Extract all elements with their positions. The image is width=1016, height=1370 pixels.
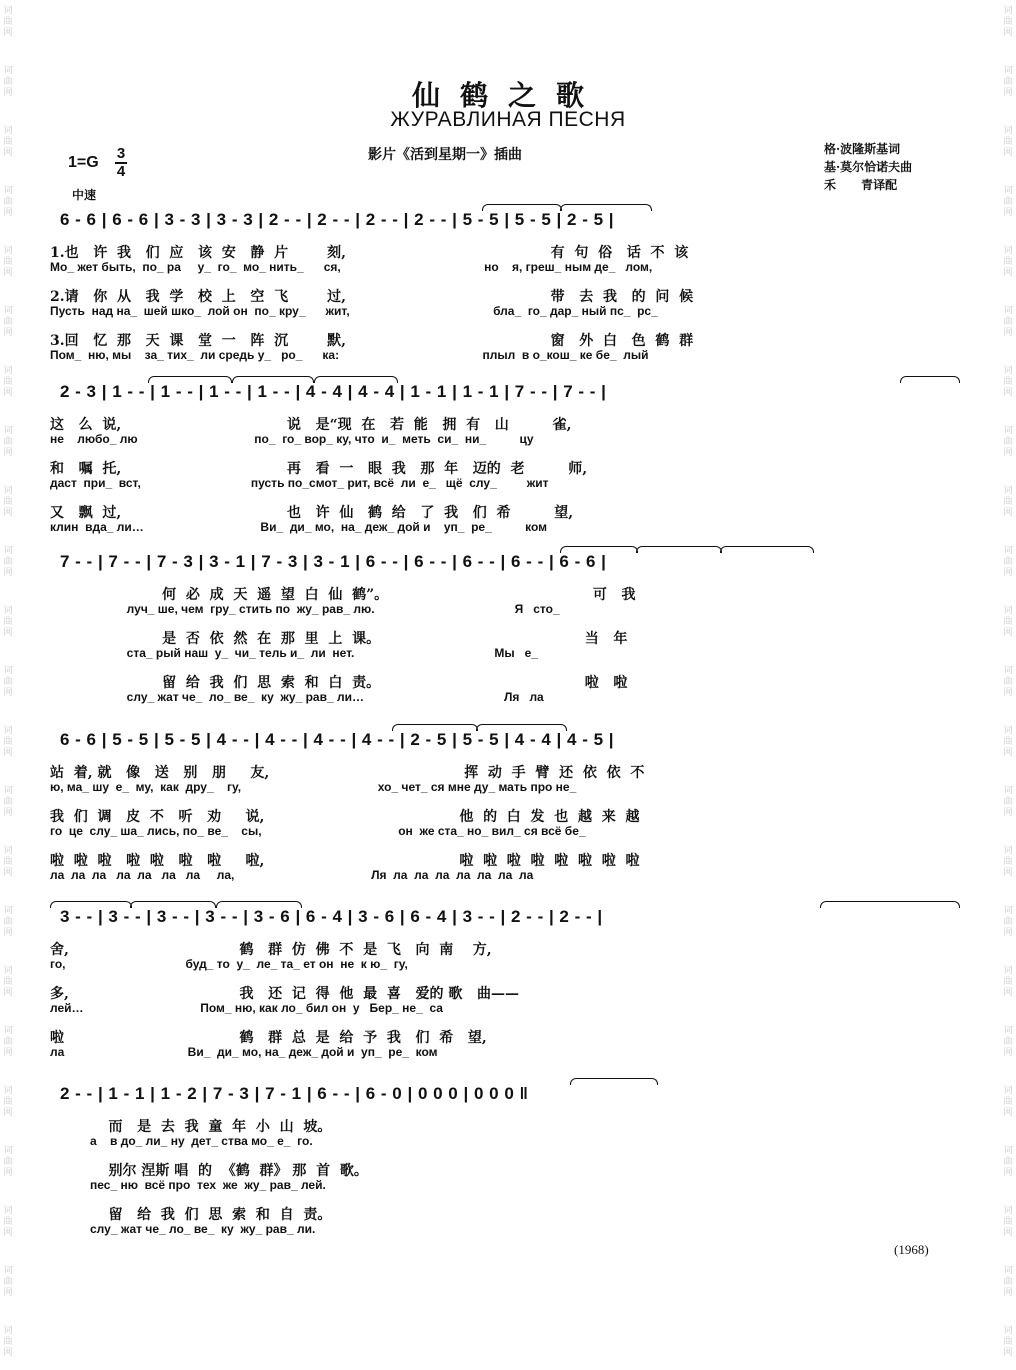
watermark-label: 词曲网 bbox=[3, 126, 13, 158]
tie-slur bbox=[232, 376, 314, 383]
watermark-label: 词曲网 bbox=[3, 6, 13, 38]
lyric-line-russian: Пом_ ню, мы за_ тих_ ли средь у_ ро_ ка: плыл в о_кош_ ке бе_ лый bbox=[50, 348, 649, 362]
watermark-label: 词曲网 bbox=[1003, 1326, 1013, 1358]
watermark-label: 词曲网 bbox=[3, 546, 13, 578]
credit-lyricist: 格·波隆斯基词 bbox=[824, 142, 901, 156]
watermark-label: 词曲网 bbox=[1003, 66, 1013, 98]
tie-slur bbox=[476, 724, 567, 731]
lyric-line-russian: го, буд_ то у_ ле_ та_ ет он не к ю_ гу, bbox=[50, 957, 408, 971]
lyric-line-russian: слу_ жат че_ ло_ ве_ ку жу_ рав_ ли… Ля ла bbox=[50, 690, 544, 704]
lyric-line-chinese: 别尔 涅斯 唱 的 《鹤 群》 那 首 歌。 bbox=[50, 1163, 368, 1179]
watermark-label: 词曲网 bbox=[1003, 366, 1013, 398]
lyric-line-chinese: 我 们 调 皮 不 听 劝 说, 他 的 白 发 也 越 来 越 bbox=[50, 809, 640, 825]
watermark-label: 词曲网 bbox=[1003, 666, 1013, 698]
lyric-line-russian: ю, ма_ шу е_ му, как дру_ гу, хо_ чет_ ся мне ду_ мать про не_ bbox=[50, 780, 577, 794]
watermark-label: 词曲网 bbox=[3, 1026, 13, 1058]
watermark-label: 词曲网 bbox=[1003, 726, 1013, 758]
lyric-line-russian: слу_ жат че_ ло_ ве_ ку жу_ рав_ ли. bbox=[50, 1222, 316, 1236]
watermark-label: 词曲网 bbox=[1003, 426, 1013, 458]
lyric-line-chinese: 2.请 你 从 我 学 校 上 空 飞 过, 带 去 我 的 问 候 bbox=[50, 289, 694, 305]
watermark-label: 词曲网 bbox=[3, 1206, 13, 1238]
lyric-line-chinese: 啦 啦 啦 啦 啦 啦 啦 啦, 啦 啦 啦 啦 啦 啦 啦 啦 bbox=[50, 853, 640, 869]
notation-row bbox=[0, 208, 1016, 238]
film-subtitle: 影片《活到星期一》插曲 bbox=[368, 147, 522, 163]
year: (1968) bbox=[894, 1242, 929, 1257]
lyric-line-chinese: 3.回 忆 那 天 课 堂 一 阵 沉 默, 窗 外 白 色 鹤 群 bbox=[50, 333, 694, 349]
lyric-line-russian: лей… Пом_ ню, как ло_ бил он у Бер_ не_ са bbox=[50, 1001, 443, 1015]
tempo-marking: 中速 bbox=[72, 188, 97, 202]
lyric-line-russian: Пусть над на_ шей шко_ лой он по_ кру_ жит, бла_ го_ дар_ ный пс_ рс_ bbox=[50, 304, 658, 318]
notation-line: 3 - - | 3 - - | 3 - - | 3 - - | 3 - 6 | 6 - 4 | 3 - 6 | 6 - 4 | 3 - - | 2 - - | 2 - - | bbox=[60, 907, 603, 926]
watermark-label: 词曲网 bbox=[3, 366, 13, 398]
tie-slur bbox=[314, 376, 398, 383]
tie-slur bbox=[636, 546, 722, 553]
lyric-line-chinese: 而 是 去 我 童 年 小 山 坡。 bbox=[50, 1119, 332, 1135]
time-signature-bottom: 4 bbox=[116, 163, 126, 180]
watermark-label: 词曲网 bbox=[3, 966, 13, 998]
watermark-label: 词曲网 bbox=[1003, 1026, 1013, 1058]
watermark-label: 词曲网 bbox=[3, 246, 13, 278]
tie-slur bbox=[216, 901, 302, 908]
watermark-label: 词曲网 bbox=[1003, 186, 1013, 218]
lyric-line-russian: пес_ ню всё про тех же жу_ рав_ лей. bbox=[50, 1178, 326, 1192]
tie-slur bbox=[482, 204, 562, 211]
watermark-label: 词曲网 bbox=[1003, 246, 1013, 278]
lyric-line-russian: ла Ви_ ди_ мо, на_ деж_ дой и уп_ ре_ ком bbox=[50, 1045, 438, 1059]
watermark-label: 词曲网 bbox=[1003, 126, 1013, 158]
lyric-line-russian: а в до_ ли_ ну дет_ ства мо_ е_ го. bbox=[50, 1134, 313, 1148]
tie-slur bbox=[560, 546, 638, 553]
watermark-label: 词曲网 bbox=[1003, 1146, 1013, 1178]
notation-row bbox=[0, 380, 1016, 410]
credit-translator: 禾 青译配 bbox=[824, 178, 898, 192]
lyric-line-russian: даст при_ вст, пусть по_смот_ рит, всё ли е_ щё слу_ жит bbox=[50, 476, 549, 490]
watermark-label: 词曲网 bbox=[1003, 966, 1013, 998]
watermark-label: 词曲网 bbox=[3, 426, 13, 458]
tie-slur bbox=[50, 901, 132, 908]
watermark-label: 词曲网 bbox=[1003, 1266, 1013, 1298]
lyric-line-russian: ста_ рый наш у_ чи_ тель и_ ли нет. Мы е_ bbox=[50, 646, 538, 660]
watermark-label: 词曲网 bbox=[1003, 306, 1013, 338]
lyric-line-russian: ла ла ла ла ла ла ла ла, Ля ла ла ла ла ла ла ла bbox=[50, 868, 534, 882]
watermark-label: 词曲网 bbox=[3, 486, 13, 518]
lyric-line-russian: го це слу_ ша_ лись, по_ ве_ сы, он же ста_ но_ вил_ ся всё бе_ bbox=[50, 824, 586, 838]
tie-slur bbox=[392, 724, 478, 731]
lyric-line-chinese: 和 嘱 托, 再 看 一 眼 我 那 年 迈的 老 师, bbox=[50, 461, 588, 477]
watermark-label: 词曲网 bbox=[3, 906, 13, 938]
watermark-label: 词曲网 bbox=[3, 606, 13, 638]
watermark-label: 词曲网 bbox=[1003, 786, 1013, 818]
notation-line: 6 - 6 | 5 - 5 | 5 - 5 | 4 - - | 4 - - | 4 - - | 4 - - | 2 - 5 | 5 - 5 | 4 - 4 | 4 - 5 | bbox=[60, 730, 615, 749]
notation-line: 2 - - | 1 - 1 | 1 - 2 | 7 - 3 | 7 - 1 | 6 - - | 6 - 0 | 0 0 0 | 0 0 0 ‖ bbox=[60, 1084, 529, 1103]
watermark-label: 词曲网 bbox=[3, 66, 13, 98]
watermark-label: 词曲网 bbox=[1003, 1206, 1013, 1238]
right-watermark-strip bbox=[1000, 0, 1016, 1370]
notation-row bbox=[0, 550, 1016, 580]
tie-slur bbox=[900, 376, 960, 383]
watermark-label: 词曲网 bbox=[1003, 546, 1013, 578]
lyric-line-chinese: 这 么 说, 说 是“现 在 若 能 拥 有 山 雀, bbox=[50, 417, 572, 433]
lyric-line-chinese: 是 否 依 然 在 那 里 上 课。 当 年 bbox=[50, 631, 628, 647]
watermark-label: 词曲网 bbox=[3, 1086, 13, 1118]
lyric-line-russian: не любо_ лю по_ го_ вор_ ку, что и_ меть си_ ни_ цу bbox=[50, 432, 534, 446]
notation-row bbox=[0, 728, 1016, 758]
watermark-label: 词曲网 bbox=[3, 726, 13, 758]
lyric-line-russian: Мо_ жет быть, по_ ра у_ го_ мо_ нить_ ся, но я, греш_ ным де_ лом, bbox=[50, 260, 653, 274]
lyric-line-chinese: 舍, 鹤 群 仿 佛 不 是 飞 向 南 方, bbox=[50, 942, 492, 958]
song-title-russian: ЖУРАВЛИНАЯ ПЕСНЯ bbox=[390, 108, 626, 131]
left-watermark-strip bbox=[0, 0, 16, 1370]
lyric-line-russian: луч_ ше, чем гру_ стить по жу_ рав_ лю. Я сто_ bbox=[50, 602, 560, 616]
lyric-line-chinese: 又 飘 过, 也 许 仙 鹤 给 了 我 们 希 望, bbox=[50, 505, 574, 521]
watermark-label: 词曲网 bbox=[3, 186, 13, 218]
tie-slur bbox=[130, 901, 216, 908]
lyric-line-chinese: 站 着, 就 像 送 别 朋 友, 挥 动 手 臂 还 依 依 不 bbox=[50, 765, 645, 781]
credit-composer: 基·莫尔恰诺夫曲 bbox=[824, 160, 913, 174]
watermark-label: 词曲网 bbox=[1003, 906, 1013, 938]
tie-slur bbox=[820, 901, 960, 908]
time-signature-top: 3 bbox=[116, 145, 126, 162]
lyric-line-russian: клин вда_ ли… Ви_ ди_ мо, на_ деж_ дой и уп_ ре_ ком bbox=[50, 520, 547, 534]
lyric-line-chinese: 留 给 我 们 思 索 和 白 责。 啦 啦 bbox=[50, 675, 628, 691]
notation-line: 7 - - | 7 - - | 7 - 3 | 3 - 1 | 7 - 3 | 3 - 1 | 6 - - | 6 - - | 6 - - | 6 - - | 6 - 6 | bbox=[60, 552, 607, 571]
lyric-line-chinese: 啦 鹤 群 总 是 给 予 我 们 希 望, bbox=[50, 1030, 487, 1046]
watermark-label: 词曲网 bbox=[1003, 6, 1013, 38]
tie-slur bbox=[720, 546, 814, 553]
lyric-line-chinese: 何 必 成 天 遥 望 白 仙 鹤”。 可 我 bbox=[50, 587, 636, 603]
credits bbox=[824, 140, 912, 194]
notation-row bbox=[0, 1082, 1016, 1112]
time-signature bbox=[114, 146, 128, 180]
watermark-label: 词曲网 bbox=[3, 786, 13, 818]
song-title-chinese: 仙鹤之歌 bbox=[411, 79, 604, 112]
notation-line: 6 - 6 | 6 - 6 | 3 - 3 | 3 - 3 | 2 - - | 2 - - | 2 - - | 2 - - | 5 - 5 | 5 - 5 | 2 - 5 | bbox=[60, 210, 615, 229]
watermark-label: 词曲网 bbox=[1003, 606, 1013, 638]
watermark-label: 词曲网 bbox=[3, 1266, 13, 1298]
watermark-label: 词曲网 bbox=[3, 1326, 13, 1358]
tie-slur bbox=[560, 204, 652, 211]
lyric-line-chinese: 留 给 我 们 思 索 和 自 责。 bbox=[50, 1207, 332, 1223]
tie-slur bbox=[148, 376, 232, 383]
watermark-label: 词曲网 bbox=[3, 1146, 13, 1178]
notation-line: 2 - 3 | 1 - - | 1 - - | 1 - - | 1 - - | 4 - 4 | 4 - 4 | 1 - 1 | 1 - 1 | 7 - - | 7 - - | bbox=[60, 382, 607, 401]
key-signature: 1=G bbox=[68, 154, 99, 171]
watermark-label: 词曲网 bbox=[3, 846, 13, 878]
watermark-label: 词曲网 bbox=[3, 666, 13, 698]
lyric-line-chinese: 1.也 许 我 们 应 该 安 静 片 刻, 有 句 俗 话 不 该 bbox=[50, 245, 689, 261]
tie-slur bbox=[570, 1078, 658, 1085]
lyric-line-chinese: 多, 我 还 记 得 他 最 喜 爱的 歌 曲—— bbox=[50, 986, 519, 1002]
watermark-label: 词曲网 bbox=[3, 306, 13, 338]
watermark-label: 词曲网 bbox=[1003, 486, 1013, 518]
notation-row bbox=[0, 905, 1016, 935]
watermark-label: 词曲网 bbox=[1003, 1086, 1013, 1118]
watermark-label: 词曲网 bbox=[1003, 846, 1013, 878]
